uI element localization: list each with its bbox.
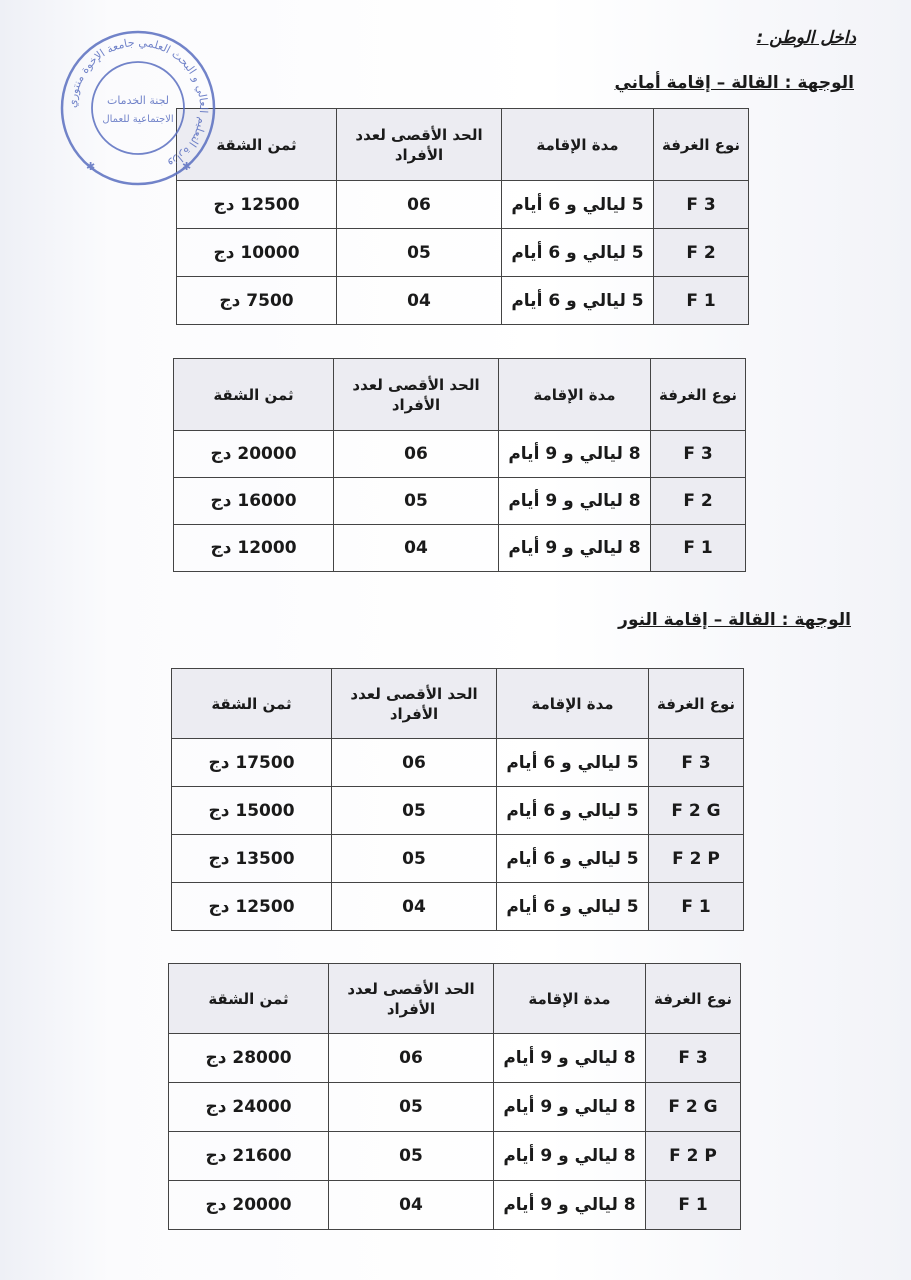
room-type-cell: F 2 G [646, 1083, 741, 1132]
duration-cell: 5 ليالي و 6 أيام [502, 181, 654, 229]
duration-cell: 5 ليالي و 6 أيام [502, 277, 654, 325]
price-cell: 21600 دج [169, 1132, 329, 1181]
price-cell: 16000 دج [174, 478, 334, 525]
duration-cell: 8 ليالي و 9 أيام [494, 1181, 646, 1230]
table-row [174, 478, 746, 525]
persons-cell: 05 [334, 478, 499, 525]
duration-cell: 8 ليالي و 9 أيام [499, 478, 651, 525]
price-cell: 7500 دج [177, 277, 337, 325]
stamp-inner-line-1: لجنة الخدمات [106, 94, 170, 107]
price-table-amani-long [173, 358, 746, 572]
header-price: ثمن الشقة [177, 109, 337, 181]
room-type-cell: F 1 [646, 1181, 741, 1230]
room-type-cell: F 3 [651, 431, 746, 478]
header-room-type: نوع الغرفة [646, 964, 741, 1034]
stamp-ring-text: وزارة التعليم العالي و البحث العلمي جامعة الإخوة منتوري [65, 35, 211, 172]
duration-cell: 5 ليالي و 6 أيام [497, 787, 649, 835]
price-cell: 13500 دج [172, 835, 332, 883]
header-max-persons: الحد الأقصى لعدد الأفراد [332, 669, 497, 739]
room-type-cell: F 1 [651, 525, 746, 572]
room-type-cell: F 1 [654, 277, 749, 325]
price-cell: 20000 دج [169, 1181, 329, 1230]
persons-cell: 05 [332, 787, 497, 835]
room-type-cell: F 3 [646, 1034, 741, 1083]
price-cell: 28000 دج [169, 1034, 329, 1083]
price-table-nour-short [171, 668, 744, 931]
header-max-persons: الحد الأقصى لعدد الأفراد [334, 359, 499, 431]
duration-cell: 5 ليالي و 6 أيام [497, 883, 649, 931]
table-row [174, 525, 746, 572]
price-cell: 15000 دج [172, 787, 332, 835]
room-type-cell: F 3 [654, 181, 749, 229]
price-cell: 17500 دج [172, 739, 332, 787]
price-cell: 12500 دج [172, 883, 332, 931]
stamp-inner-ring [92, 62, 184, 154]
table-row [169, 1083, 741, 1132]
header-room-type: نوع الغرفة [651, 359, 746, 431]
table-row [172, 787, 744, 835]
persons-cell: 04 [329, 1181, 494, 1230]
persons-cell: 05 [329, 1132, 494, 1181]
room-type-cell: F 2 [651, 478, 746, 525]
star-icon: ✱ [86, 160, 96, 173]
header-stay-duration: مدة الإقامة [502, 109, 654, 181]
header-price: ثمن الشقة [172, 669, 332, 739]
price-cell: 12500 دج [177, 181, 337, 229]
persons-cell: 05 [337, 229, 502, 277]
persons-cell: 04 [332, 883, 497, 931]
header-max-persons: الحد الأقصى لعدد الأفراد [337, 109, 502, 181]
table-row [169, 1034, 741, 1083]
table-row [169, 1181, 741, 1230]
price-cell: 20000 دج [174, 431, 334, 478]
price-cell: 24000 دج [169, 1083, 329, 1132]
room-type-cell: F 3 [649, 739, 744, 787]
table-row [174, 431, 746, 478]
table-row [172, 835, 744, 883]
header-price: ثمن الشقة [169, 964, 329, 1034]
table-row [172, 739, 744, 787]
duration-cell: 5 ليالي و 6 أيام [497, 835, 649, 883]
star-icon: ✱ [182, 160, 192, 173]
room-type-cell: F 2 P [646, 1132, 741, 1181]
persons-cell: 06 [332, 739, 497, 787]
persons-cell: 04 [337, 277, 502, 325]
header-stay-duration: مدة الإقامة [499, 359, 651, 431]
duration-cell: 8 ليالي و 9 أيام [494, 1132, 646, 1181]
persons-cell: 06 [337, 181, 502, 229]
duration-cell: 8 ليالي و 9 أيام [494, 1034, 646, 1083]
room-type-cell: F 1 [649, 883, 744, 931]
room-type-cell: F 2 G [649, 787, 744, 835]
persons-cell: 06 [334, 431, 499, 478]
header-max-persons: الحد الأقصى لعدد الأفراد [329, 964, 494, 1034]
room-type-cell: F 2 [654, 229, 749, 277]
duration-cell: 8 ليالي و 9 أيام [499, 431, 651, 478]
duration-cell: 8 ليالي و 9 أيام [499, 525, 651, 572]
persons-cell: 05 [329, 1083, 494, 1132]
section-title-amani: الوجهة : القالة – إقامة أماني [614, 73, 854, 93]
table-row [177, 277, 749, 325]
header-room-type: نوع الغرفة [654, 109, 749, 181]
official-stamp [58, 28, 218, 188]
price-table-nour-long [168, 963, 741, 1230]
table-row [177, 229, 749, 277]
duration-cell: 8 ليالي و 9 أيام [494, 1083, 646, 1132]
price-cell: 12000 دج [174, 525, 334, 572]
stamp-inner-line-2: الاجتماعية للعمال [102, 114, 174, 125]
price-cell: 10000 دج [177, 229, 337, 277]
section-title-nour: الوجهة : القالة – إقامة النور [618, 610, 851, 630]
duration-cell: 5 ليالي و 6 أيام [502, 229, 654, 277]
header-stay-duration: مدة الإقامة [497, 669, 649, 739]
table-row [169, 1132, 741, 1181]
duration-cell: 5 ليالي و 6 أيام [497, 739, 649, 787]
room-type-cell: F 2 P [649, 835, 744, 883]
header-price: ثمن الشقة [174, 359, 334, 431]
table-row [172, 883, 744, 931]
persons-cell: 04 [334, 525, 499, 572]
persons-cell: 05 [332, 835, 497, 883]
page-heading: داخل الوطن : [756, 28, 856, 48]
price-table-amani-short [176, 108, 749, 325]
header-stay-duration: مدة الإقامة [494, 964, 646, 1034]
table-row [177, 181, 749, 229]
persons-cell: 06 [329, 1034, 494, 1083]
header-room-type: نوع الغرفة [649, 669, 744, 739]
